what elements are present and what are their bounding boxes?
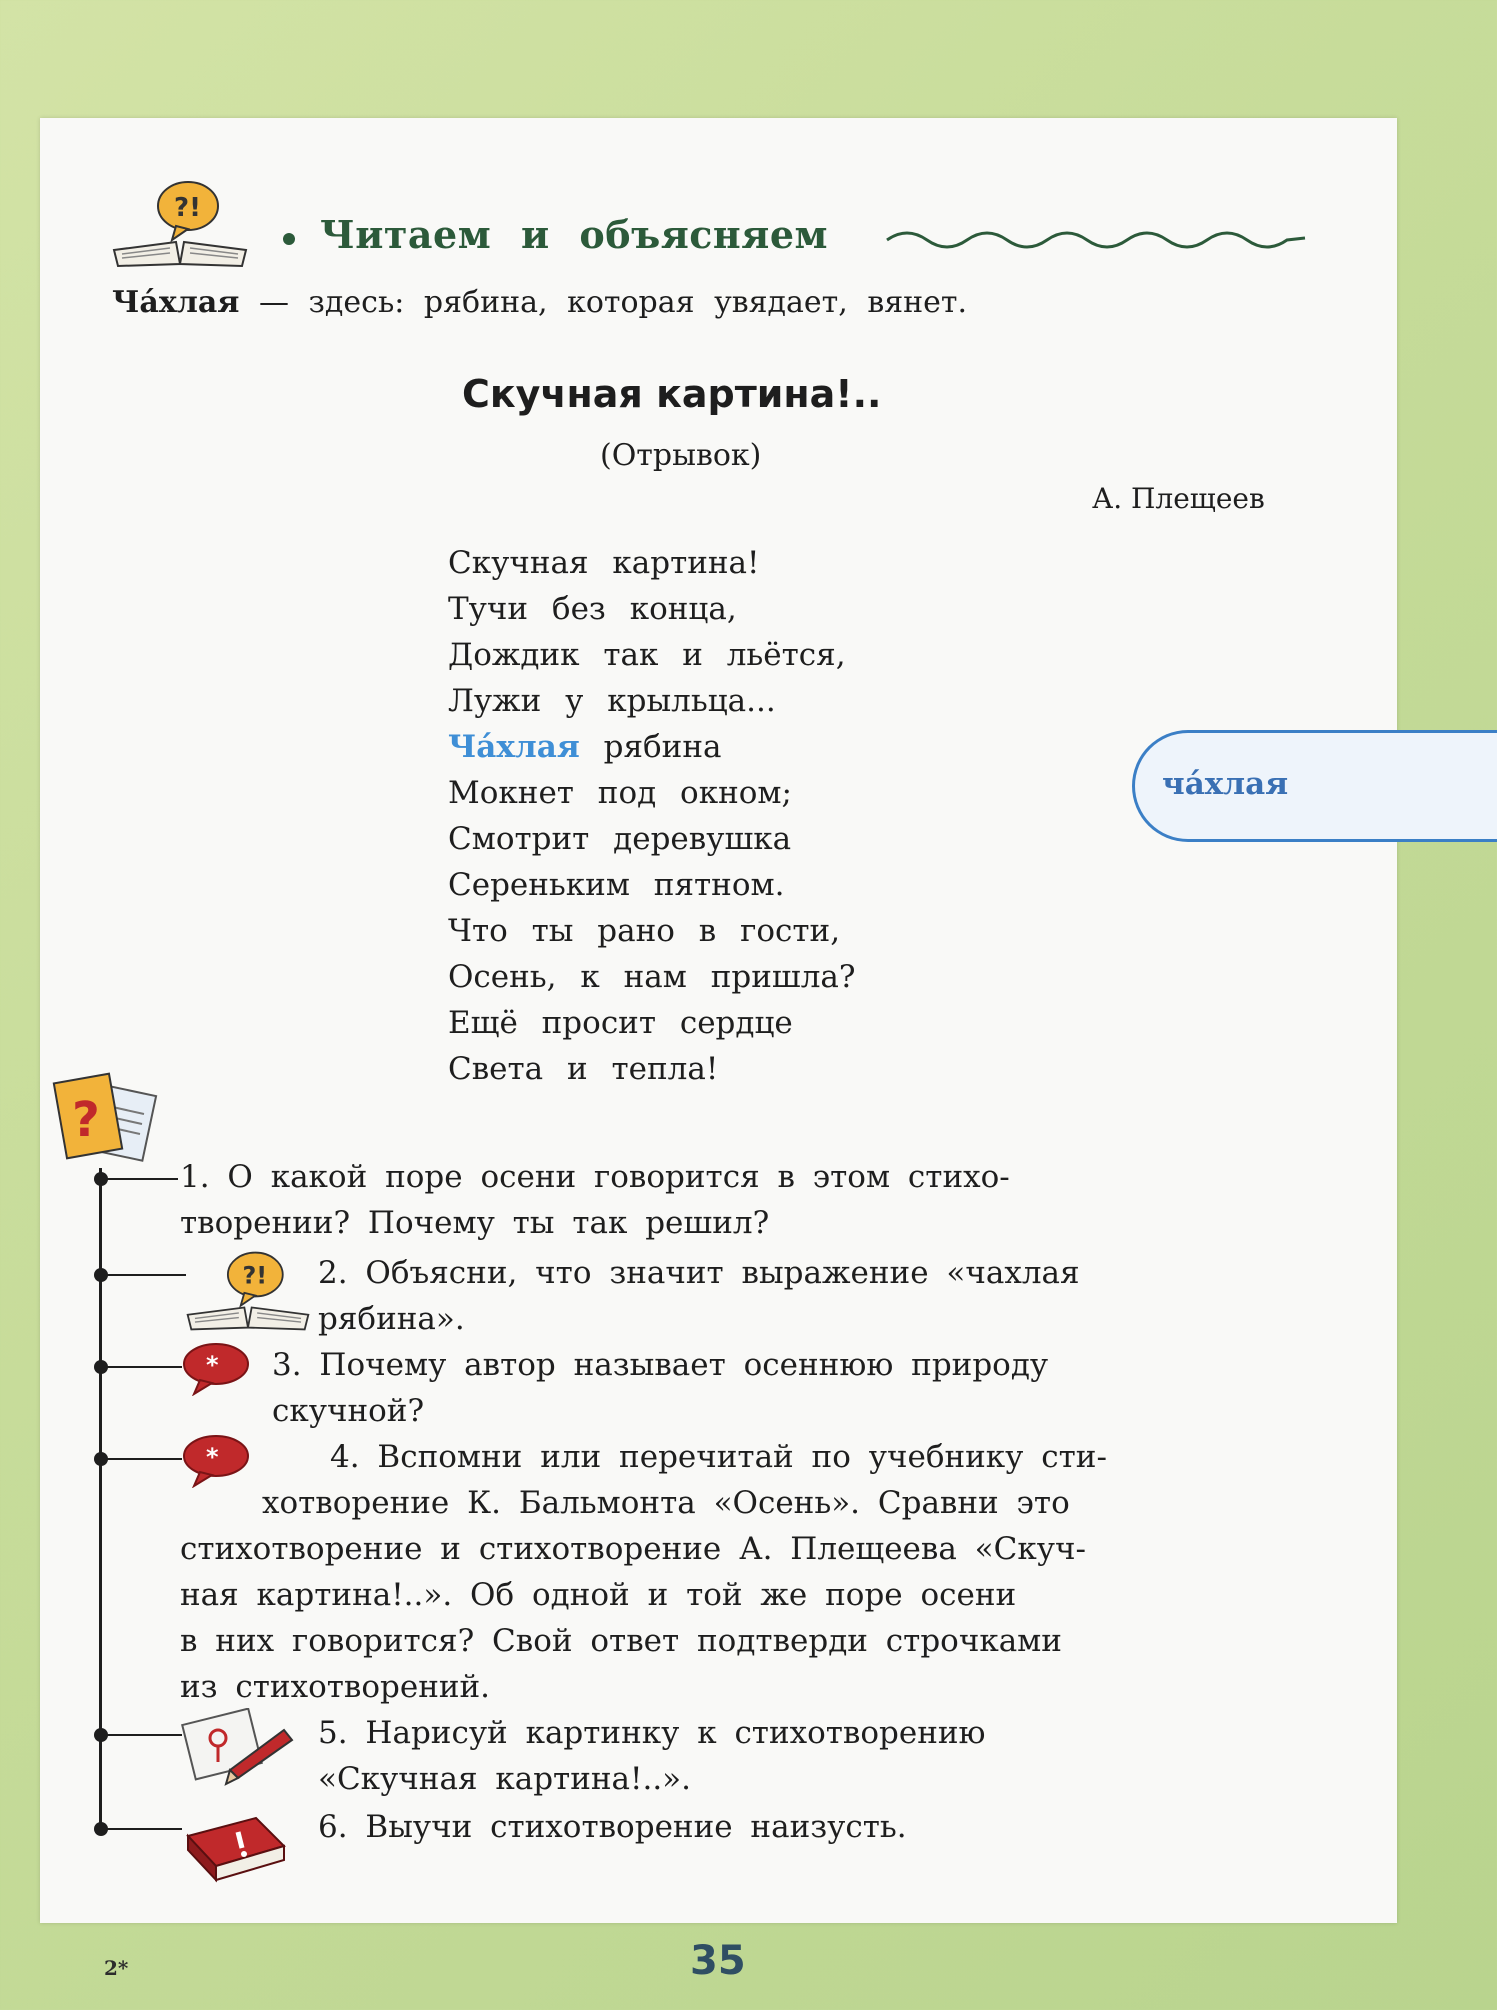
question-connector [100,1178,178,1180]
svg-text:?!: ?! [242,1261,268,1290]
question-3 [272,1342,1048,1434]
poem-line: Ещё просит сердце [448,1005,793,1041]
question-line: ная картина!..». Об одной и той же поре осени [180,1577,1017,1613]
poem-line: Мокнет под окном; [448,775,792,811]
svg-text:?!: ?! [174,193,201,223]
poem-line: Сереньким пятном. [448,867,785,903]
question-connector [100,1828,182,1830]
question-line: 4. Вспомни или перечитай по учебнику сти- [330,1439,1107,1475]
vocabulary-word: ча́хлая [1162,766,1289,802]
book-question-icon [110,178,250,270]
poem-line-rest: рябина [603,729,722,765]
question-line: 2. Объясни, что значит выражение «чахлая [318,1255,1080,1291]
question-line: из стихотворений. [180,1669,491,1705]
question-connector [100,1458,182,1460]
question-connector [100,1366,182,1368]
definition-term: Ча́хлая [112,285,240,320]
poem-author: А. Плещеев [1092,482,1265,515]
poem-line: Скучная картина! [448,545,760,581]
poem-highlight-word: Ча́хлая [448,729,580,765]
poem-title: Скучная картина!.. [462,372,882,416]
red-book-icon [180,1806,290,1886]
section-heading: Читаем и объясняем [320,212,829,257]
question-connector [100,1274,186,1276]
svg-text:*: * [206,1443,219,1471]
heading-wave-decoration [885,222,1307,252]
svg-text:?: ? [72,1092,100,1148]
poem-line: Смотрит деревушка [448,821,792,857]
question-line: стихотворение и стихотворение А. Плещеева «Скуч- [180,1531,1086,1567]
heading-bullet [283,233,295,245]
poem-line: Лужи у крыльца... [448,683,776,719]
speech-bubble-icon [180,1340,252,1396]
question-line: 5. Нарисуй картинку к стихотворению [318,1715,986,1751]
question-connector [100,1734,182,1736]
question-line: 6. Выучи стихотворение наизусть. [318,1809,907,1845]
poem-subtitle: (Отрывок) [600,438,762,473]
footnote-mark: 2* [104,1956,129,1980]
question-4 [180,1434,1107,1710]
poem-line: Света и тепла! [448,1051,719,1087]
question-line: рябина». [318,1301,465,1337]
question-2 [318,1250,1080,1342]
poem-line: Что ты рано в гости, [448,913,841,949]
poem-text [448,540,856,1092]
question-line: «Скучная картина!..». [318,1761,691,1797]
poem-line: Дождик так и льётся, [448,637,846,673]
svg-text:*: * [206,1351,219,1379]
definition-text: — здесь: рябина, которая увядает, вянет. [239,285,968,320]
poem-line [448,724,856,770]
poem-line: Тучи без конца, [448,591,737,627]
question-note-icon [52,1072,162,1168]
question-line: в них говорится? Свой ответ подтверди строчками [180,1623,1062,1659]
definition [112,285,967,320]
book-question-icon [184,1248,312,1334]
page-number: 35 [690,1938,746,1984]
question-line: хотворение К. Бальмонта «Осень». Сравни это [262,1485,1070,1521]
question-line: скучной? [272,1393,425,1429]
question-5 [180,1710,986,1802]
question-line: 1. О какой поре осени говорится в этом стихо- [180,1159,1010,1195]
question-line: творении? Почему ты так решил? [180,1205,770,1241]
question-1 [180,1154,1010,1246]
question-6 [318,1804,907,1850]
poem-line: Осень, к нам пришла? [448,959,856,995]
question-line: 3. Почему автор называет осеннюю природу [272,1347,1049,1383]
